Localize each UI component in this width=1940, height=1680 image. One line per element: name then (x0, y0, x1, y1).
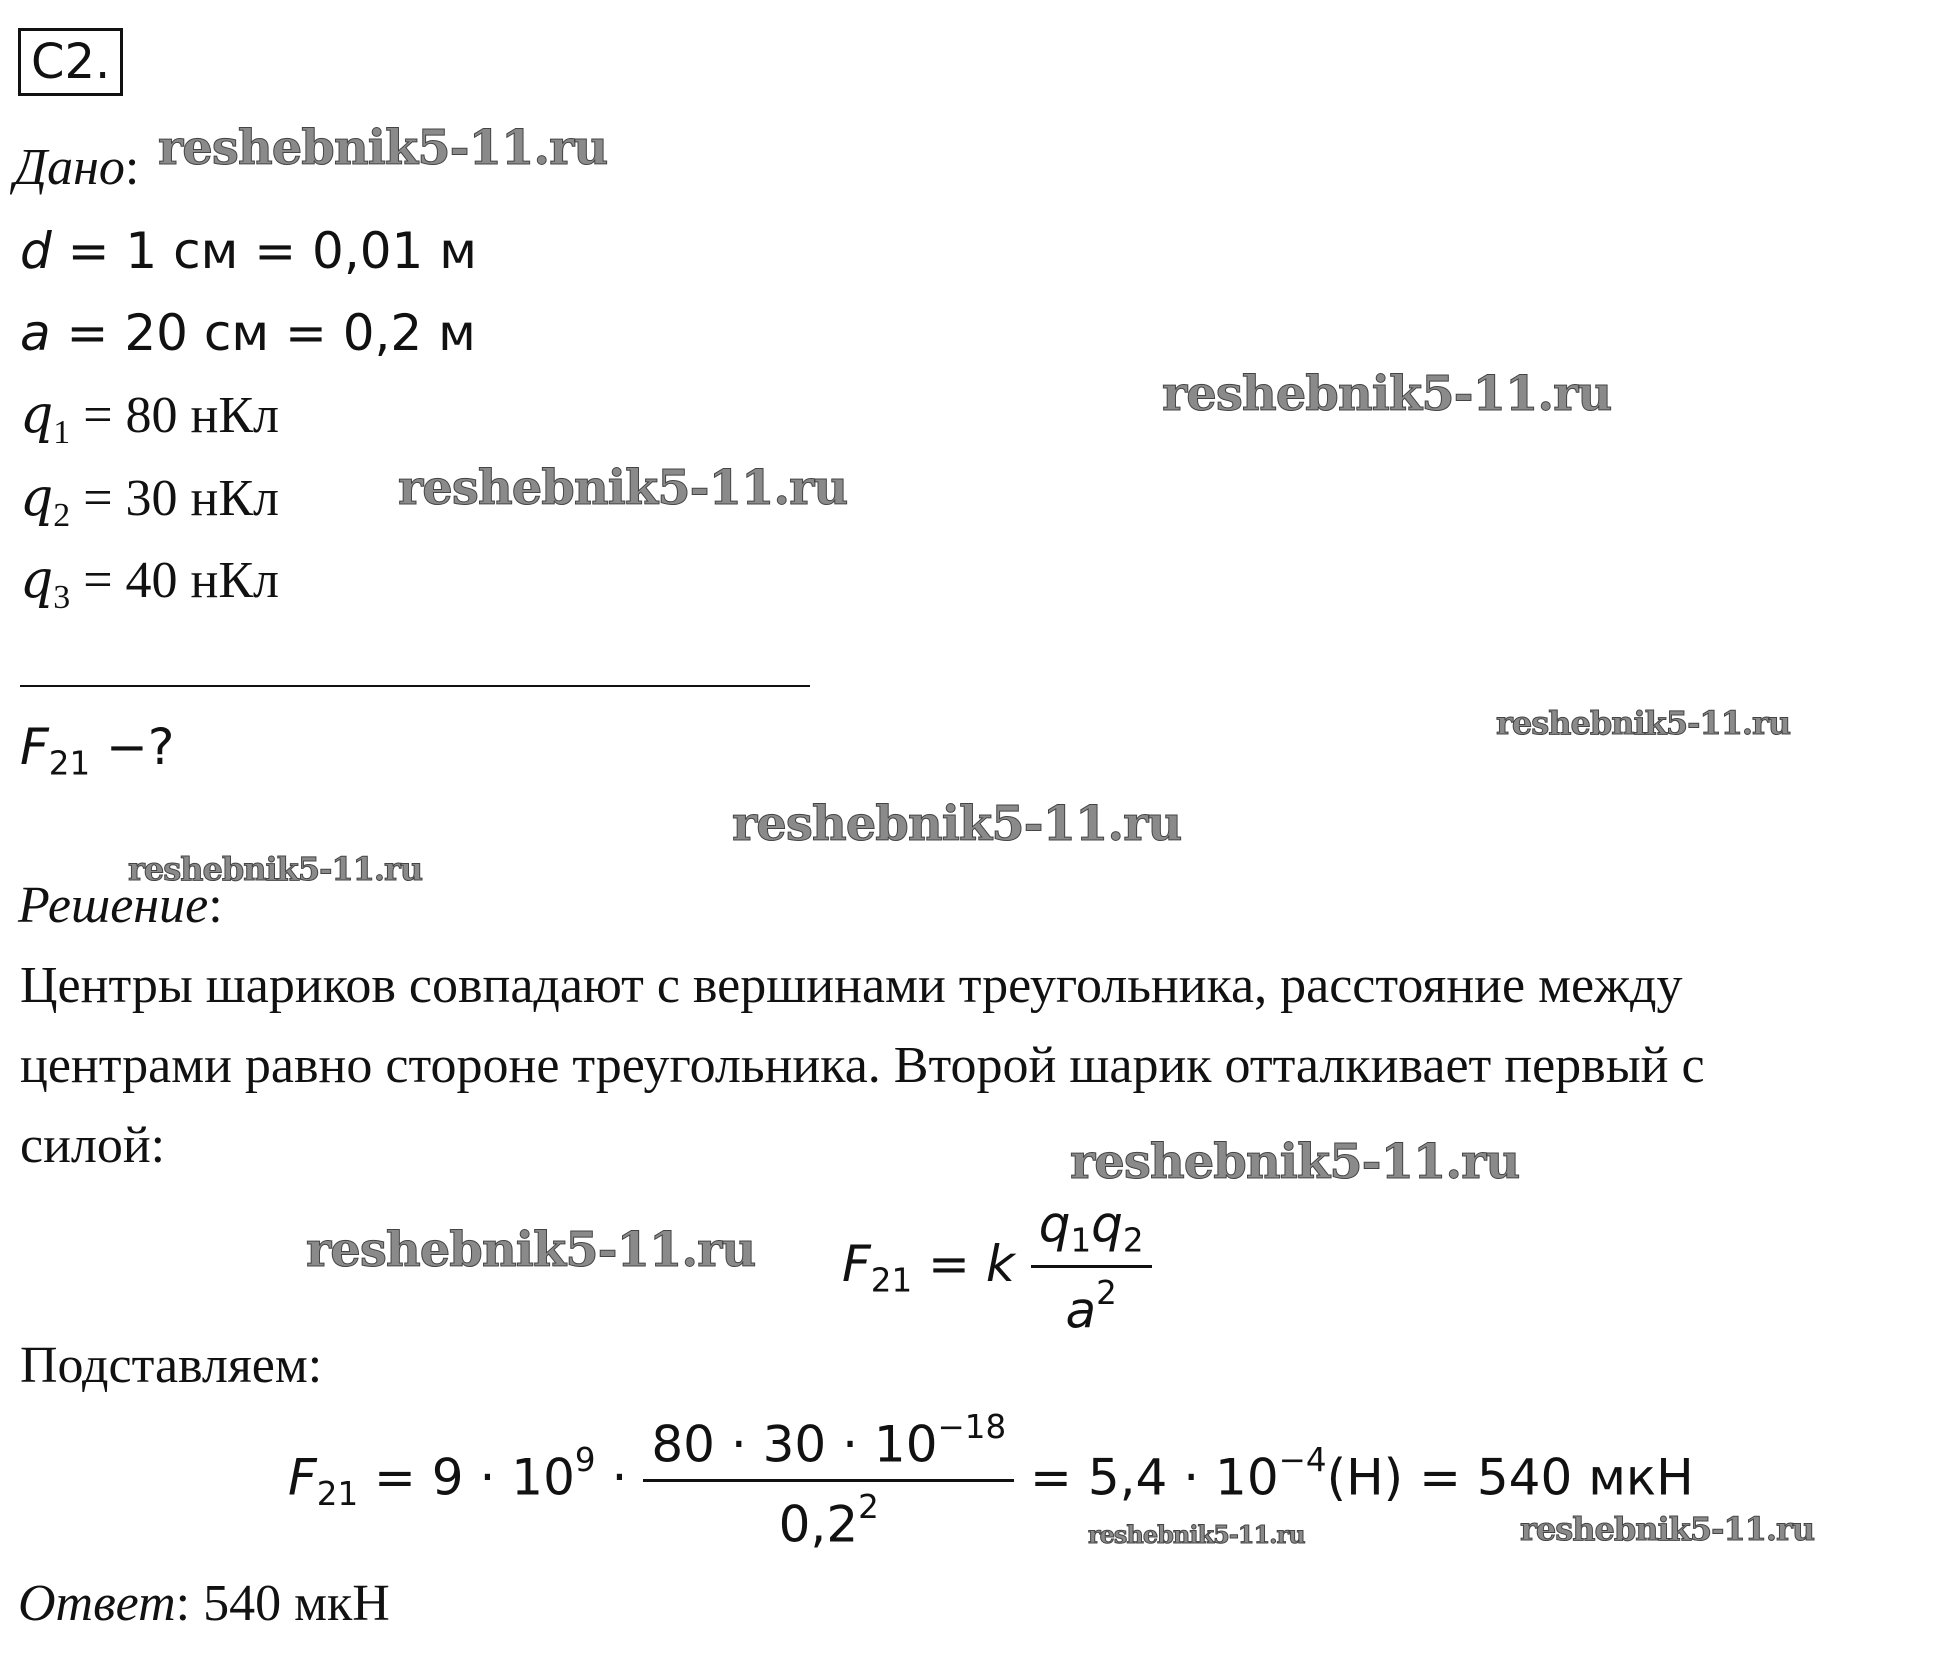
given-q2: $q_2 = 30$ нКл (20, 468, 279, 534)
solution-text-line-2: центрами равно стороне треугольника. Второй шарик отталкивает первый с (20, 1037, 1705, 1094)
watermark: reshebnik5-11.ru (158, 120, 608, 176)
watermark: reshebnik5-11.ru (732, 796, 1182, 852)
watermark: reshebnik5-11.ru (306, 1222, 756, 1278)
given-heading (14, 138, 139, 197)
given-d: d = 1 см = 0,01 м (20, 222, 477, 280)
watermark: reshebnik5-11.ru (1496, 704, 1791, 742)
watermark: reshebnik5-11.ru (1088, 1520, 1305, 1549)
given-q1: $q_1 = 80$ нКл (20, 385, 279, 451)
coulomb-fraction: $\frac{q_1q_2}{a^2}$ (1031, 1195, 1152, 1340)
watermark: reshebnik5-11.ru (1520, 1510, 1815, 1548)
solution-heading: Решение: (18, 877, 223, 934)
calculation-fraction: $\frac{80 \cdot 30 \cdot 10^{-18}}{0,2^2}$ (643, 1408, 1014, 1554)
find-line: $F_{21}$ −? (20, 718, 175, 783)
substitute-label: Подставляем: (20, 1337, 323, 1394)
watermark: reshebnik5-11.ru (1162, 366, 1612, 422)
watermark: reshebnik5-11.ru (128, 850, 423, 888)
watermark: reshebnik5-11.ru (1070, 1134, 1520, 1190)
answer-line: Ответ: 540 мкН (18, 1575, 390, 1632)
solution-text-line-1: Центры шариков совпадают с вершинами треугольника, расстояние между (20, 957, 1683, 1014)
given-q3: $q_3 = 40$ нКл (20, 550, 279, 616)
solution-text-line-3: силой: (20, 1117, 166, 1174)
given-title: Дано (14, 139, 125, 196)
coulomb-formula: $F_{21} = k$ $\frac{q_1q_2}{a^2}$ (842, 1195, 1152, 1340)
watermark: reshebnik5-11.ru (398, 460, 848, 516)
given-a: a = 20 см = 0,2 м (20, 304, 476, 362)
given-find-separator (20, 685, 810, 687)
calculation-formula: $F_{21} = 9 \cdot 10^9$ · $\frac{80 \cdot 30 \cdot 10^{-18}}{0,2^2}$ = $5,4 \cdot 10^{-4}(Н) = 540$ мкН (288, 1408, 1694, 1554)
given-colon: : (124, 139, 140, 196)
problem-label: С2. (18, 28, 123, 96)
